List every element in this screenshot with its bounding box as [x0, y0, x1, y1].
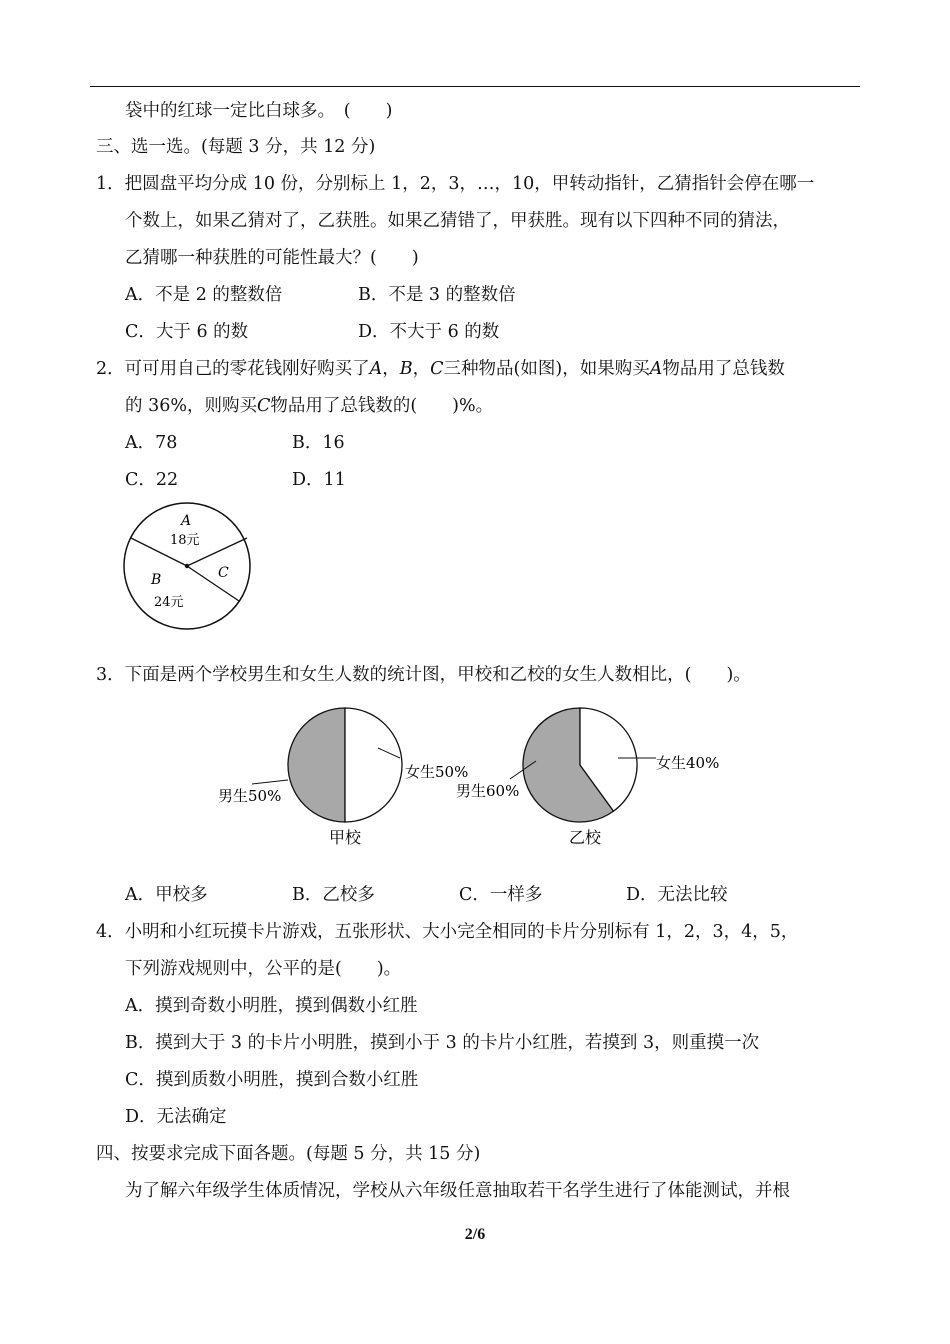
q4-option-a: A．摸到奇数小明胜，摸到偶数小红胜 [125, 996, 418, 1016]
q3-text: 3．下面是两个学校男生和女生人数的统计图，甲校和乙校的女生人数相比，( )。 [96, 665, 751, 685]
section-3-heading: 三、选一选。(每题 3 分，共 12 分) [96, 137, 376, 157]
q2-line2-var-c: C [256, 396, 271, 416]
q2-line-2 [125, 394, 493, 418]
q2-var-a-2: A [649, 359, 663, 379]
q2-option-c: C．22 [125, 470, 179, 490]
q1-line-2: 个数上，如果乙猜对了，乙获胜。如果乙猜错了，甲获胜。现有以下四种不同的猜法， [125, 211, 790, 231]
q1-option-b: B．不是 3 的整数倍 [358, 285, 516, 305]
q2-var-a: A [369, 359, 383, 379]
q4-line-2: 下列游戏规则中，公平的是( )。 [125, 959, 402, 979]
q2-fig-label-a: A [181, 513, 192, 529]
pie-jia-boys-leader [252, 780, 288, 784]
pie-jia-title: 甲校 [329, 828, 362, 847]
q2-line1-mid: 三种物品(如图)，如果购买 [443, 359, 650, 379]
section-4-intro: 为了解六年级学生体质情况，学校从六年级任意抽取若干名学生进行了体能测试，并根 [125, 1181, 790, 1201]
q2-var-b: B [399, 359, 413, 379]
q2-sep-1: ， [382, 359, 400, 379]
q2-money-circle-figure [118, 500, 258, 636]
q3-option-a: A．甲校多 [125, 885, 208, 905]
q3-option-d: D．无法比较 [626, 885, 728, 905]
q2-option-d: D．11 [292, 470, 346, 490]
q2-option-b: B．16 [292, 433, 345, 453]
pie-jia-girls-label: 女生50% [405, 763, 469, 781]
q4-line-1: 4．小明和小红玩摸卡片游戏，五张形状、大小完全相同的卡片分别标有 1，2，3，4，5， [96, 922, 799, 942]
q2-fig-label-b: B [151, 572, 162, 588]
q2-option-a: A．78 [125, 433, 178, 453]
q2-fig-label-c: C [218, 565, 229, 581]
q2-sep-2: ， [412, 359, 431, 379]
pie-jia-boys-slice [288, 708, 345, 822]
q2-fig-price-b: 24元 [154, 595, 184, 610]
q2-line1-pre: 2．可可用自己的零花钱刚好购买了 [96, 359, 370, 379]
pie-chart-jia [218, 708, 468, 847]
pie-yi-title: 乙校 [569, 828, 602, 847]
q3-option-c: C．一样多 [459, 885, 543, 905]
pie-yi-boys-label: 男生60% [456, 782, 520, 800]
page-number: 2/6 [464, 1226, 486, 1243]
q3-pie-charts [200, 700, 760, 860]
pie-yi-girls-label: 女生40% [656, 754, 720, 772]
q2-line2-post: 物品用了总钱数的( )%。 [270, 396, 494, 416]
q1-option-d: D．不大于 6 的数 [358, 322, 500, 342]
q2-line-1 [96, 357, 785, 381]
q4-option-d: D．无法确定 [125, 1107, 227, 1127]
pie-jia-boys-label: 男生50% [218, 787, 282, 805]
q3-option-b: B．乙校多 [292, 885, 375, 905]
header-rule [90, 86, 860, 87]
q1-line-3: 乙猜哪一种获胜的可能性最大？( ) [125, 248, 419, 268]
q1-option-c: C．大于 6 的数 [125, 322, 249, 342]
q2-var-c: C [430, 359, 444, 379]
pie-chart-yi [456, 708, 719, 847]
q2-fig-price-a: 18元 [170, 533, 200, 548]
q2-line1-post: 物品用了总钱数 [662, 359, 785, 379]
previous-question-tail: 袋中的红球一定比白球多。 ( ) [125, 101, 393, 121]
q2-center-dot [185, 564, 189, 568]
q1-option-a: A．不是 2 的整数倍 [125, 285, 283, 305]
section-4-heading: 四、按要求完成下面各题。(每题 5 分，共 15 分) [96, 1144, 481, 1164]
q2-line2-pre: 的 36%，则购买 [125, 396, 257, 416]
q4-option-b: B．摸到大于 3 的卡片小明胜，摸到小于 3 的卡片小红胜，若摸到 3，则重摸一次 [125, 1033, 760, 1053]
q4-option-c: C．摸到质数小明胜，摸到合数小红胜 [125, 1070, 419, 1090]
q1-line-1: 1．把圆盘平均分成 10 份，分别标上 1，2，3，…，10，甲转动指针，乙猜指针会停在哪一 [96, 174, 815, 194]
pie-jia-girls-slice [345, 708, 402, 822]
